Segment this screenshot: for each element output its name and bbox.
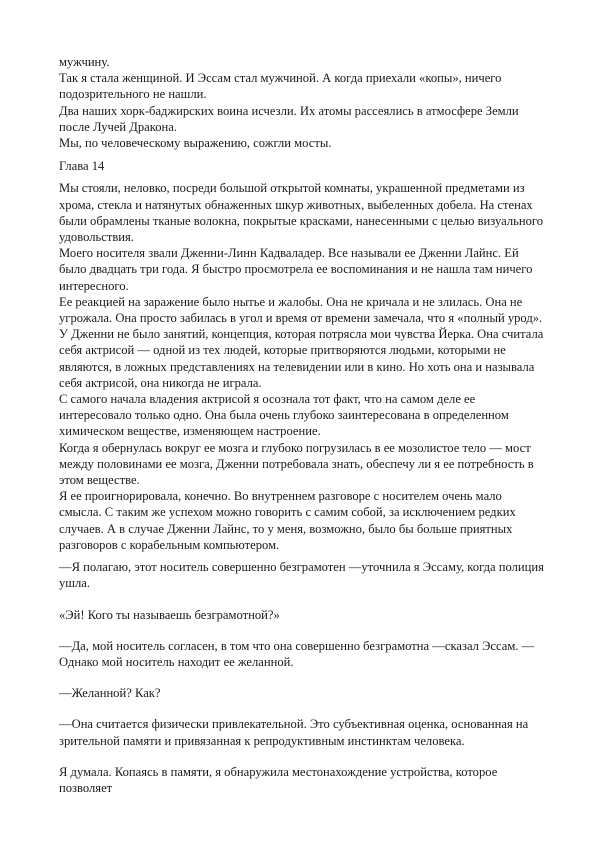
dialogue-line: —Желанной? Как? [59, 686, 161, 701]
paragraph: мужчину. [59, 55, 110, 69]
paragraph: Ее реакцией на заражение было нытье и жалобы. Она не кричала и не злилась. Она не угрожала. Она просто забилась в угол и время от времени замечала, что я «полный урод». [59, 294, 543, 326]
document-page [59, 54, 545, 796]
paragraph: Два наших хорк-баджирских воина исчезли. Их атомы рассеялись в атмосфере Земли после Лучей Дракона. [59, 103, 519, 134]
paragraph: Мы, по человеческому выражению, сожгли мосты. [59, 136, 332, 151]
chapter-title: Глава 14 [59, 159, 105, 174]
paragraph: Я ее проигнорировала, конечно. Во внутреннем разговоре с носителем очень мало смысла. С таким же успехом можно говорить с самим собой, за исключением редких случаев. А в случае Дженни Лайнс, то у меня, возможно, было бы больше приятных разговоров с корабельным компьютером. [59, 489, 516, 552]
dialogue-line: —Да, мой носитель согласен, в том что она совершенно безграмотна —сказал Эссам. — Однако мой носитель находит ее желанной. [59, 638, 535, 669]
paragraph: С самого начала владения актрисой я осознала тот факт, что на самом деле ее интересовало только одно. Она была очень глубоко заинтересована в определенном химическом веществе, изменяющем настроение. [59, 392, 509, 439]
dialogue-line: «Эй! Кого ты называешь безграмотной?» [59, 607, 280, 622]
paragraph: Когда я обернулась вокруг ее мозга и глубоко погрузилась в ее мозолистое тело — мост между половинами ее мозга, Дженни потребовала знать, обеспечу ли я ее потребность в этом веществе. [59, 440, 534, 488]
dialogue-line: Я думала. Копаясь в памяти, я обнаружила местонахождение устройства, которое позволяет [59, 764, 498, 795]
paragraph: Так я стала женщиной. И Эссам стал мужчиной. А когда приехали «копы», ничего подозрительного не нашли. [59, 71, 502, 102]
dialogue-line: —Я полагаю, этот носитель совершенно безграмотен —уточнила я Эссаму, когда полиция ушла. [59, 560, 544, 591]
dialogue-line: —Она считается физически привлекательной. Это субъективная оценка, основанная на зрительной памяти и привязанная к репродуктивным инстинктам человека. [59, 717, 529, 748]
paragraph: У Дженни не было занятий, концепция, которая потрясла мои чувства Йерка. Она считала себя актрисой — одной из тех людей, которые притворяются людьми, которыми не являются, в ложных представлениях на телевидении или в кино. Но хоть она и называла себя актрисой, она никогда не играла. [59, 327, 544, 390]
paragraph: Моего носителя звали Дженни-Линн Кадваладер. Все называли ее Дженни Лайнс. Ей было двадцать три года. Я быстро просмотрела ее воспоминания и не нашла там ничего интересного. [59, 246, 533, 293]
paragraph: Мы стояли, неловко, посреди большой открытой комнаты, украшенной предметами из хрома, стекла и натянутых обнаженных шкур животных, выбеленных добела. На стенах были обрамлены тканые волокна, покрытые красками, нанесенными с целью визуального удовольствия. [59, 181, 544, 245]
